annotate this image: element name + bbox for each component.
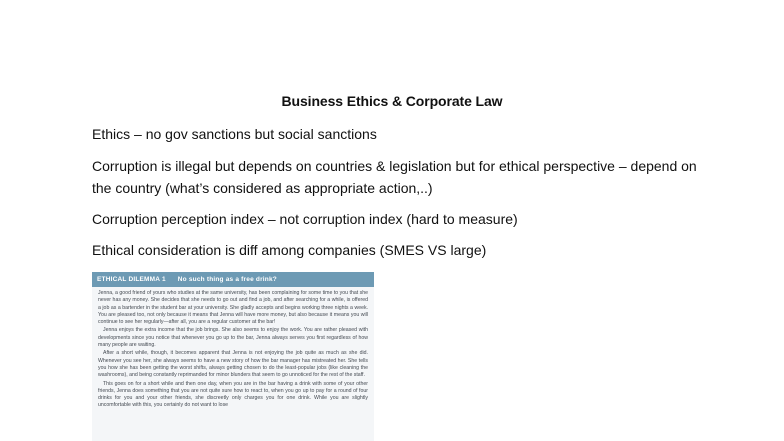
- note-paragraph: Ethical consideration is diff among companies (SMES VS large): [92, 242, 487, 258]
- dilemma-paragraph: Jenna, a good friend of yours who studies at the same university, has been complaining for some time to you that she never has any money. She decides that she needs to go out and find a job, and after searching for a while, is offered a job as a bartender in the student bar at your university. She gladly accepts and begins working three nights a week. You are pleased too, not only because it means that Jenna will have more money, but also because it means you will continue to see her regularly—after all, you are a regular customer at the bar!: [98, 290, 368, 326]
- dilemma-paragraph: This goes on for a short while and then one day, when you are in the bar having a drink with some of your other friends, Jenna does something that you are not quite sure how to react to, when you go up to pay for a round of four drinks for you and your other friends, she discreetly only charges you for one drink. While you are slightly uncomfortable with this, you certainly do not want to lose: [98, 380, 368, 409]
- dilemma-paragraph: After a short while, though, it becomes apparent that Jenna is not enjoying the job quite as much as she did. Whenever you see her, she always seems to have a new story of how the bar manager has mistreated her. She tells you how she has been getting the worst shifts, always getting chosen to do the least-popular jobs (like cleaning the washrooms), and being constantly reprimanded for minor blunders that seem to go unnoticed for the rest of the staff.: [98, 350, 368, 379]
- dilemma-header: [92, 272, 374, 287]
- note-paragraph: Ethics – no gov sanctions but social sanctions: [92, 126, 377, 142]
- dilemma-text: [92, 287, 374, 410]
- note-paragraph: Corruption is illegal but depends on countries & legislation but for ethical perspective – depend on the country (what’s considered as appropriate action,..): [92, 158, 697, 196]
- dilemma-paragraph: Jenna enjoys the extra income that the job brings. She also seems to enjoy the work. You are rather pleased with developments since you notice that whenever you go up to the bar, Jenna always serves you first regardless of how many people are waiting.: [98, 327, 368, 349]
- note-paragraph: Corruption perception index – not corruption index (hard to measure): [92, 211, 518, 227]
- dilemma-heading: No such thing as a free drink?: [177, 276, 277, 283]
- page-title: Business Ethics & Corporate Law: [281, 93, 503, 109]
- dilemma-label: ETHICAL DILEMMA 1: [97, 276, 166, 283]
- ethical-dilemma-image: [92, 272, 374, 441]
